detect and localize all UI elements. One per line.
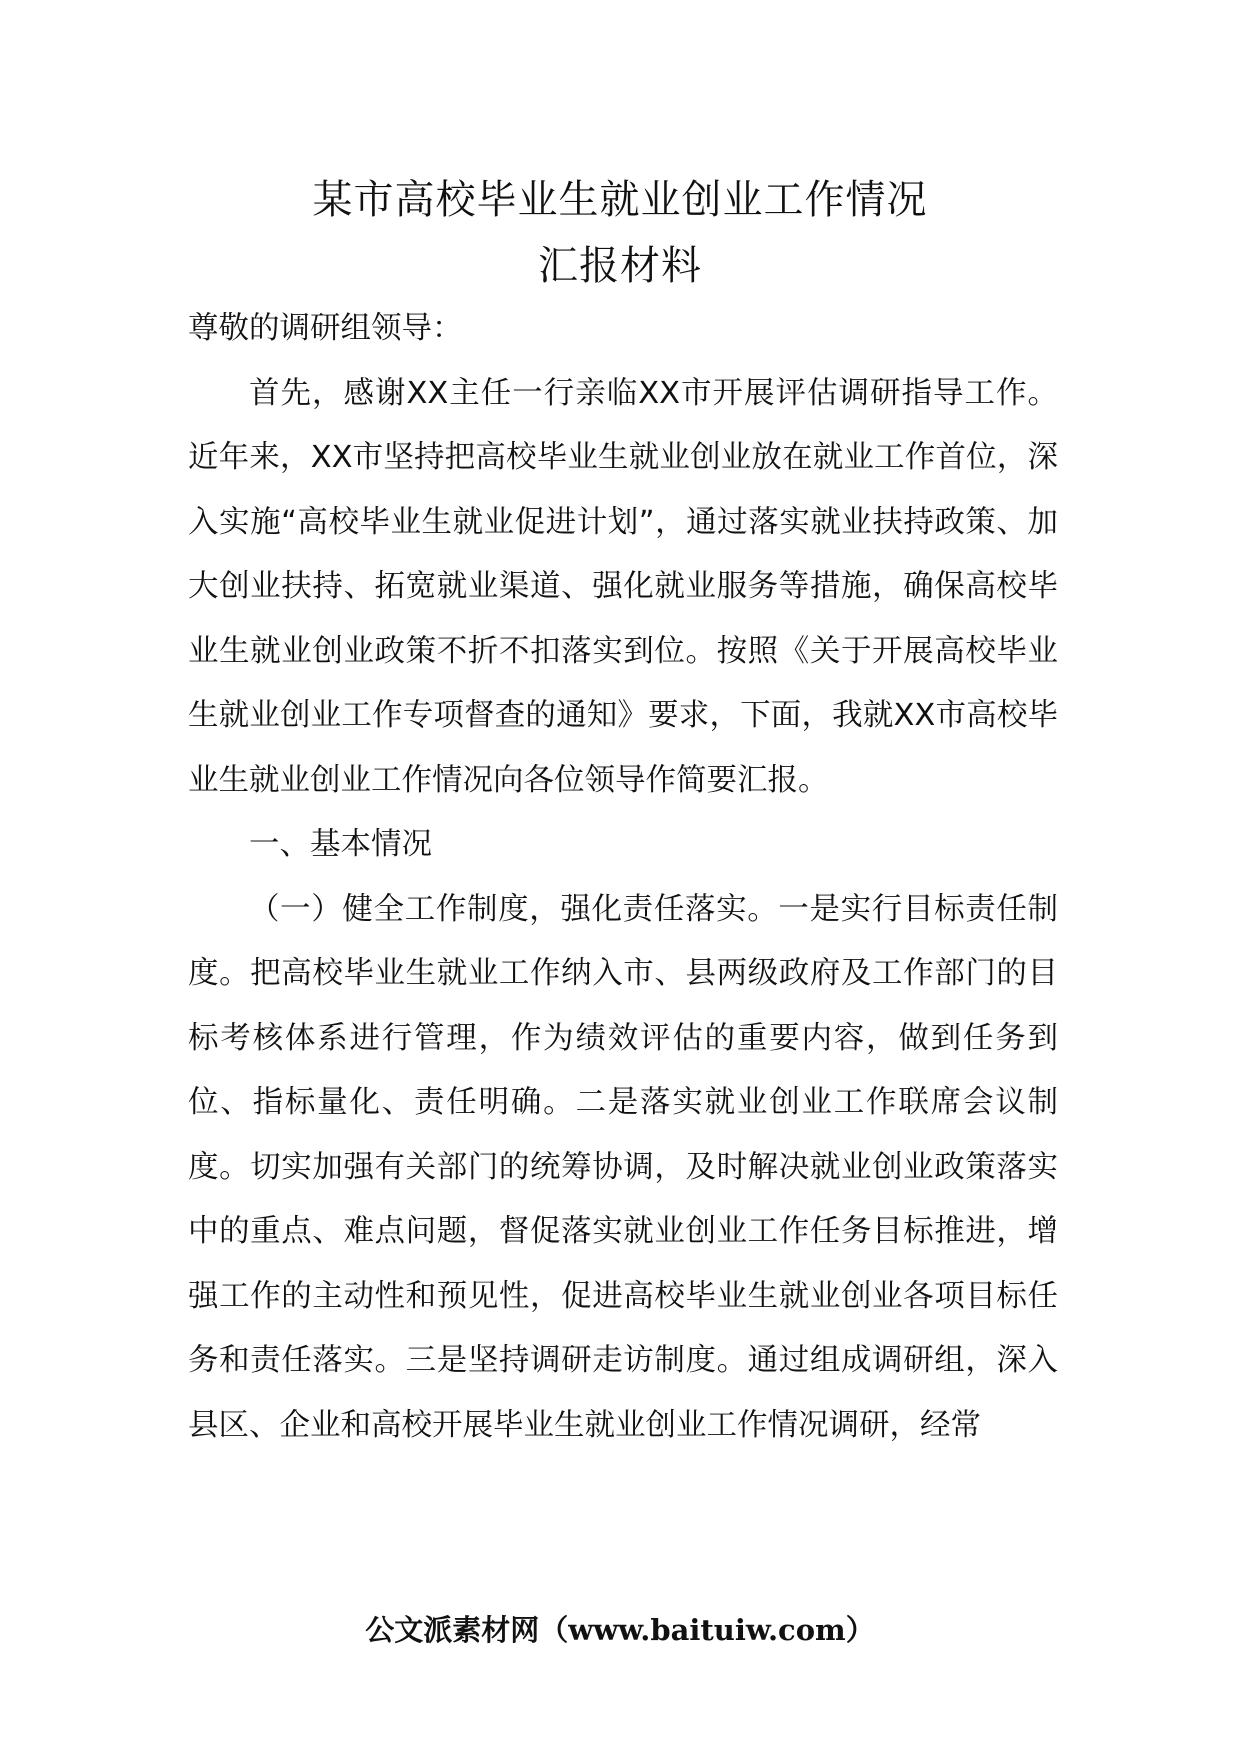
section-heading: 一、基本情况 [249,827,432,862]
subsection-paragraph: （一）健全工作制度，强化责任落实。一是实行目标责任制度。把高校毕业生就业工作纳入市、县两级政府及工作部门的目标考核体系进行管理，作为绩效评估的重要内容，做到任务到位、指标量化、责任明确。二是落实就业创业工作联席会议制度。切实加强有关部门的统筹协调，及时解决就业创业政策落实中的重点、难点问题，督促落实就业创业工作任务目标推进，增强工作的主动性和预见性，促进高校毕业生就业创业各项目标任务和责任落实。三是坚持调研走访制度。通过组成调研组，深入县区、企业和高校开展毕业生就业创业工作情况调研，经常 [188,891,1058,1443]
document-title-line-2: 汇报材料 [538,243,702,289]
footer-source-watermark: 公文派素材网（www.baituiw.com） [365,1613,875,1647]
intro-paragraph: 首先，感谢XX主任一行亲临XX市开展评估调研指导工作。近年来，XX市坚持把高校毕业生就业创业放在就业工作首位，深入实施“高校毕业生就业促进计划”，通过落实就业扶持政策、加大创业扶持、拓宽就业渠道、强化就业服务等措施，确保高校毕业生就业创业政策不折不扣落实到位。按照《关于开展高校毕业生就业创业工作专项督查的通知》要求，下面，我就XX市高校毕业生就业创业工作情况向各位领导作简要汇报。 [188,375,1058,798]
document-body [188,297,1058,1458]
document-title-line-1: 某市高校毕业生就业创业工作情况 [312,177,928,223]
salutation: 尊敬的调研组领导： [188,311,463,346]
